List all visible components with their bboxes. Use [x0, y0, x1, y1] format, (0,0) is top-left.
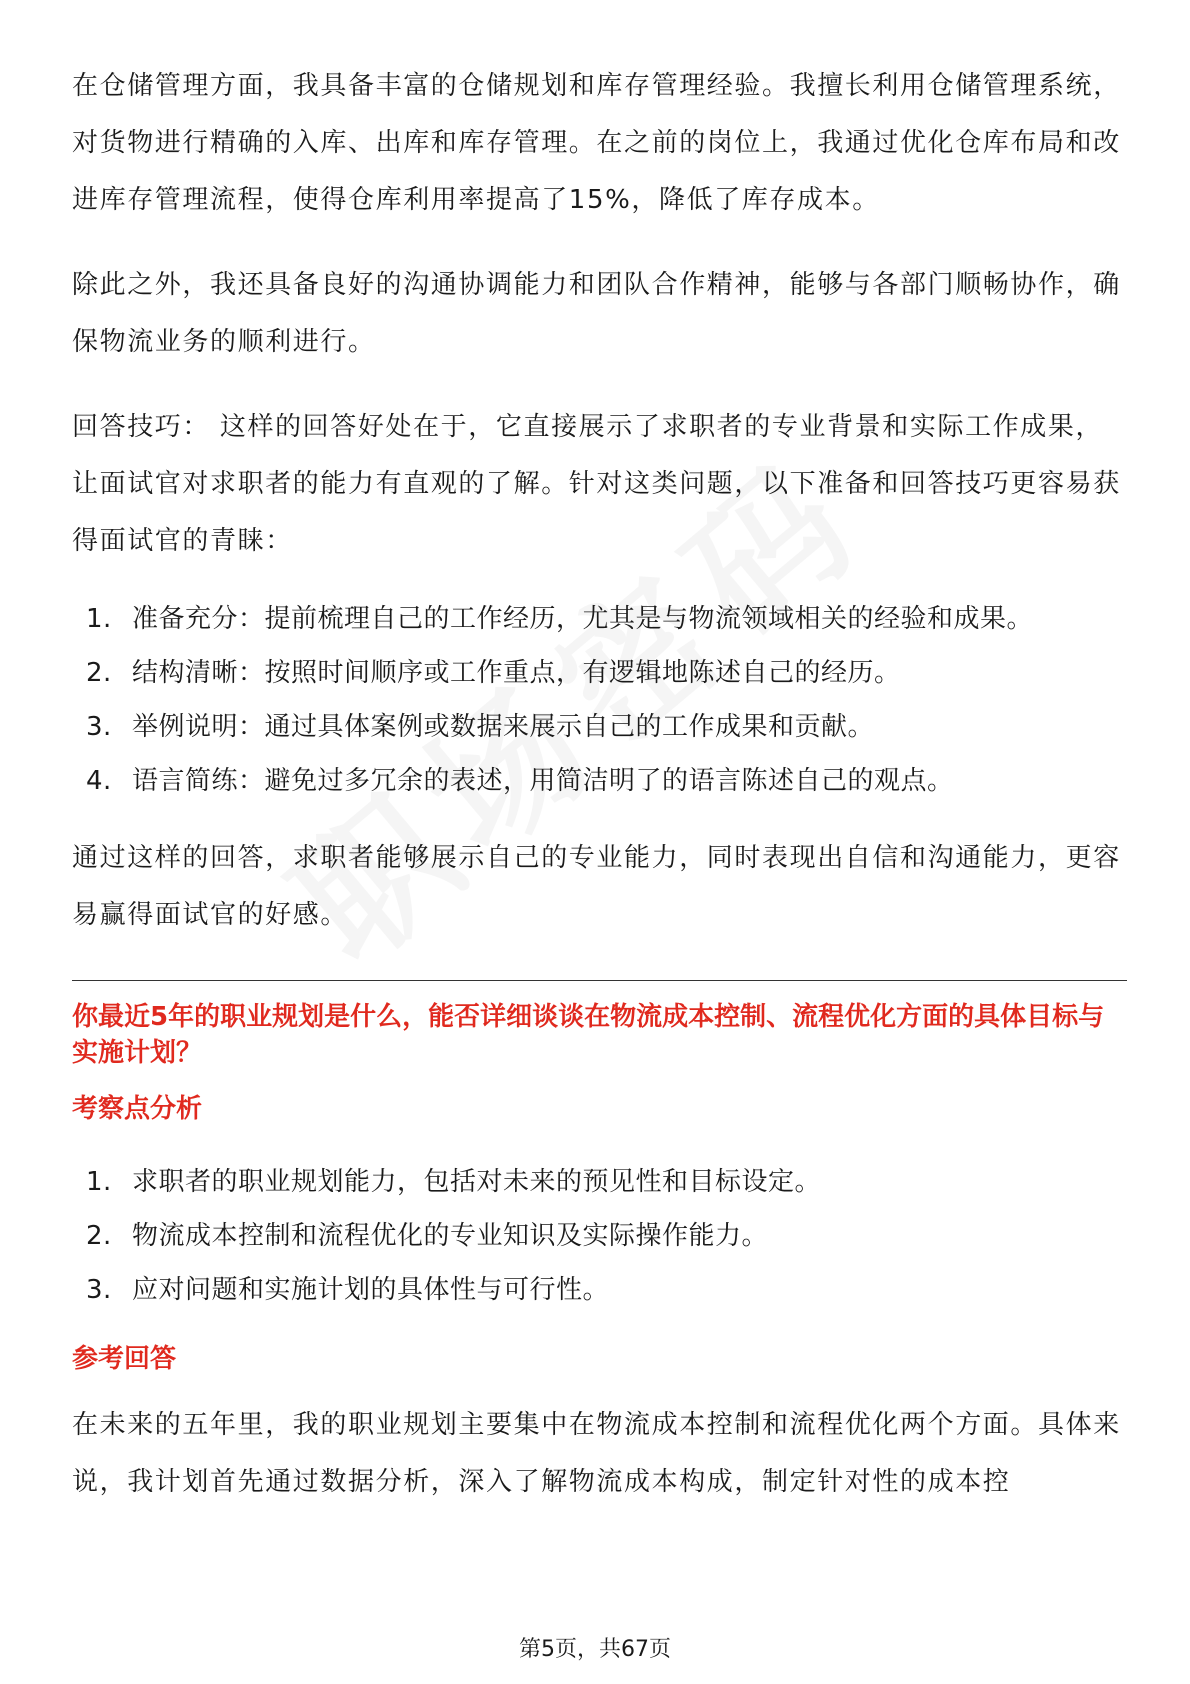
paragraph-warehouse: 在仓储管理方面，我具备丰富的仓储规划和库存管理经验。我擅长利用仓储管理系统，对货物进行精确的入库、出库和库存管理。在之前的岗位上，我通过优化仓库布局和改进库存管理流程，使得仓库利用率提高了15%，降低了库存成本。: [72, 71, 1121, 215]
list-item: 3. 应对问题和实施计划的具体性与可行性。: [86, 1275, 610, 1305]
paragraph-communication: 除此之外，我还具备良好的沟通协调能力和团队合作精神，能够与各部门顺畅协作，确保物流业务的顺利进行。: [72, 270, 1121, 357]
list-item: 4. 语言简练：避免过多冗余的表述，用简洁明了的语言陈述自己的观点。: [86, 766, 954, 796]
list-item: 3. 举例说明：通过具体案例或数据来展示自己的工作成果和贡献。: [86, 712, 875, 742]
document-page: [72, 58, 1127, 1511]
analysis-list: [72, 1155, 1127, 1317]
answer-heading: 参考回答: [72, 1344, 177, 1374]
analysis-heading: 考察点分析: [72, 1094, 203, 1124]
tips-list: [72, 592, 1127, 808]
list-item: 2. 物流成本控制和流程优化的专业知识及实际操作能力。: [86, 1221, 769, 1251]
paragraph-conclusion: 通过这样的回答，求职者能够展示自己的专业能力，同时表现出自信和沟通能力，更容易赢得面试官的好感。: [72, 843, 1121, 930]
list-item: 2. 结构清晰：按照时间顺序或工作重点，有逻辑地陈述自己的经历。: [86, 658, 901, 688]
paragraph-tips-intro: 回答技巧： 这样的回答好处在于，它直接展示了求职者的专业背景和实际工作成果，让面试官对求职者的能力有直观的了解。针对这类问题，以下准备和回答技巧更容易获得面试官的青睐：: [72, 412, 1121, 556]
interview-question: 你最近5年的职业规划是什么，能否详细谈谈在物流成本控制、流程优化方面的具体目标与实施计划？: [72, 1002, 1105, 1068]
list-item: 1. 求职者的职业规划能力，包括对未来的预见性和目标设定。: [86, 1167, 822, 1197]
list-item: 1. 准备充分：提前梳理自己的工作经历，尤其是与物流领域相关的经验和成果。: [86, 604, 1034, 634]
paragraph-answer: 在未来的五年里，我的职业规划主要集中在物流成本控制和流程优化两个方面。具体来说，我计划首先通过数据分析，深入了解物流成本构成，制定针对性的成本控: [72, 1410, 1121, 1497]
page-number: 第5页，共67页: [519, 1637, 671, 1662]
